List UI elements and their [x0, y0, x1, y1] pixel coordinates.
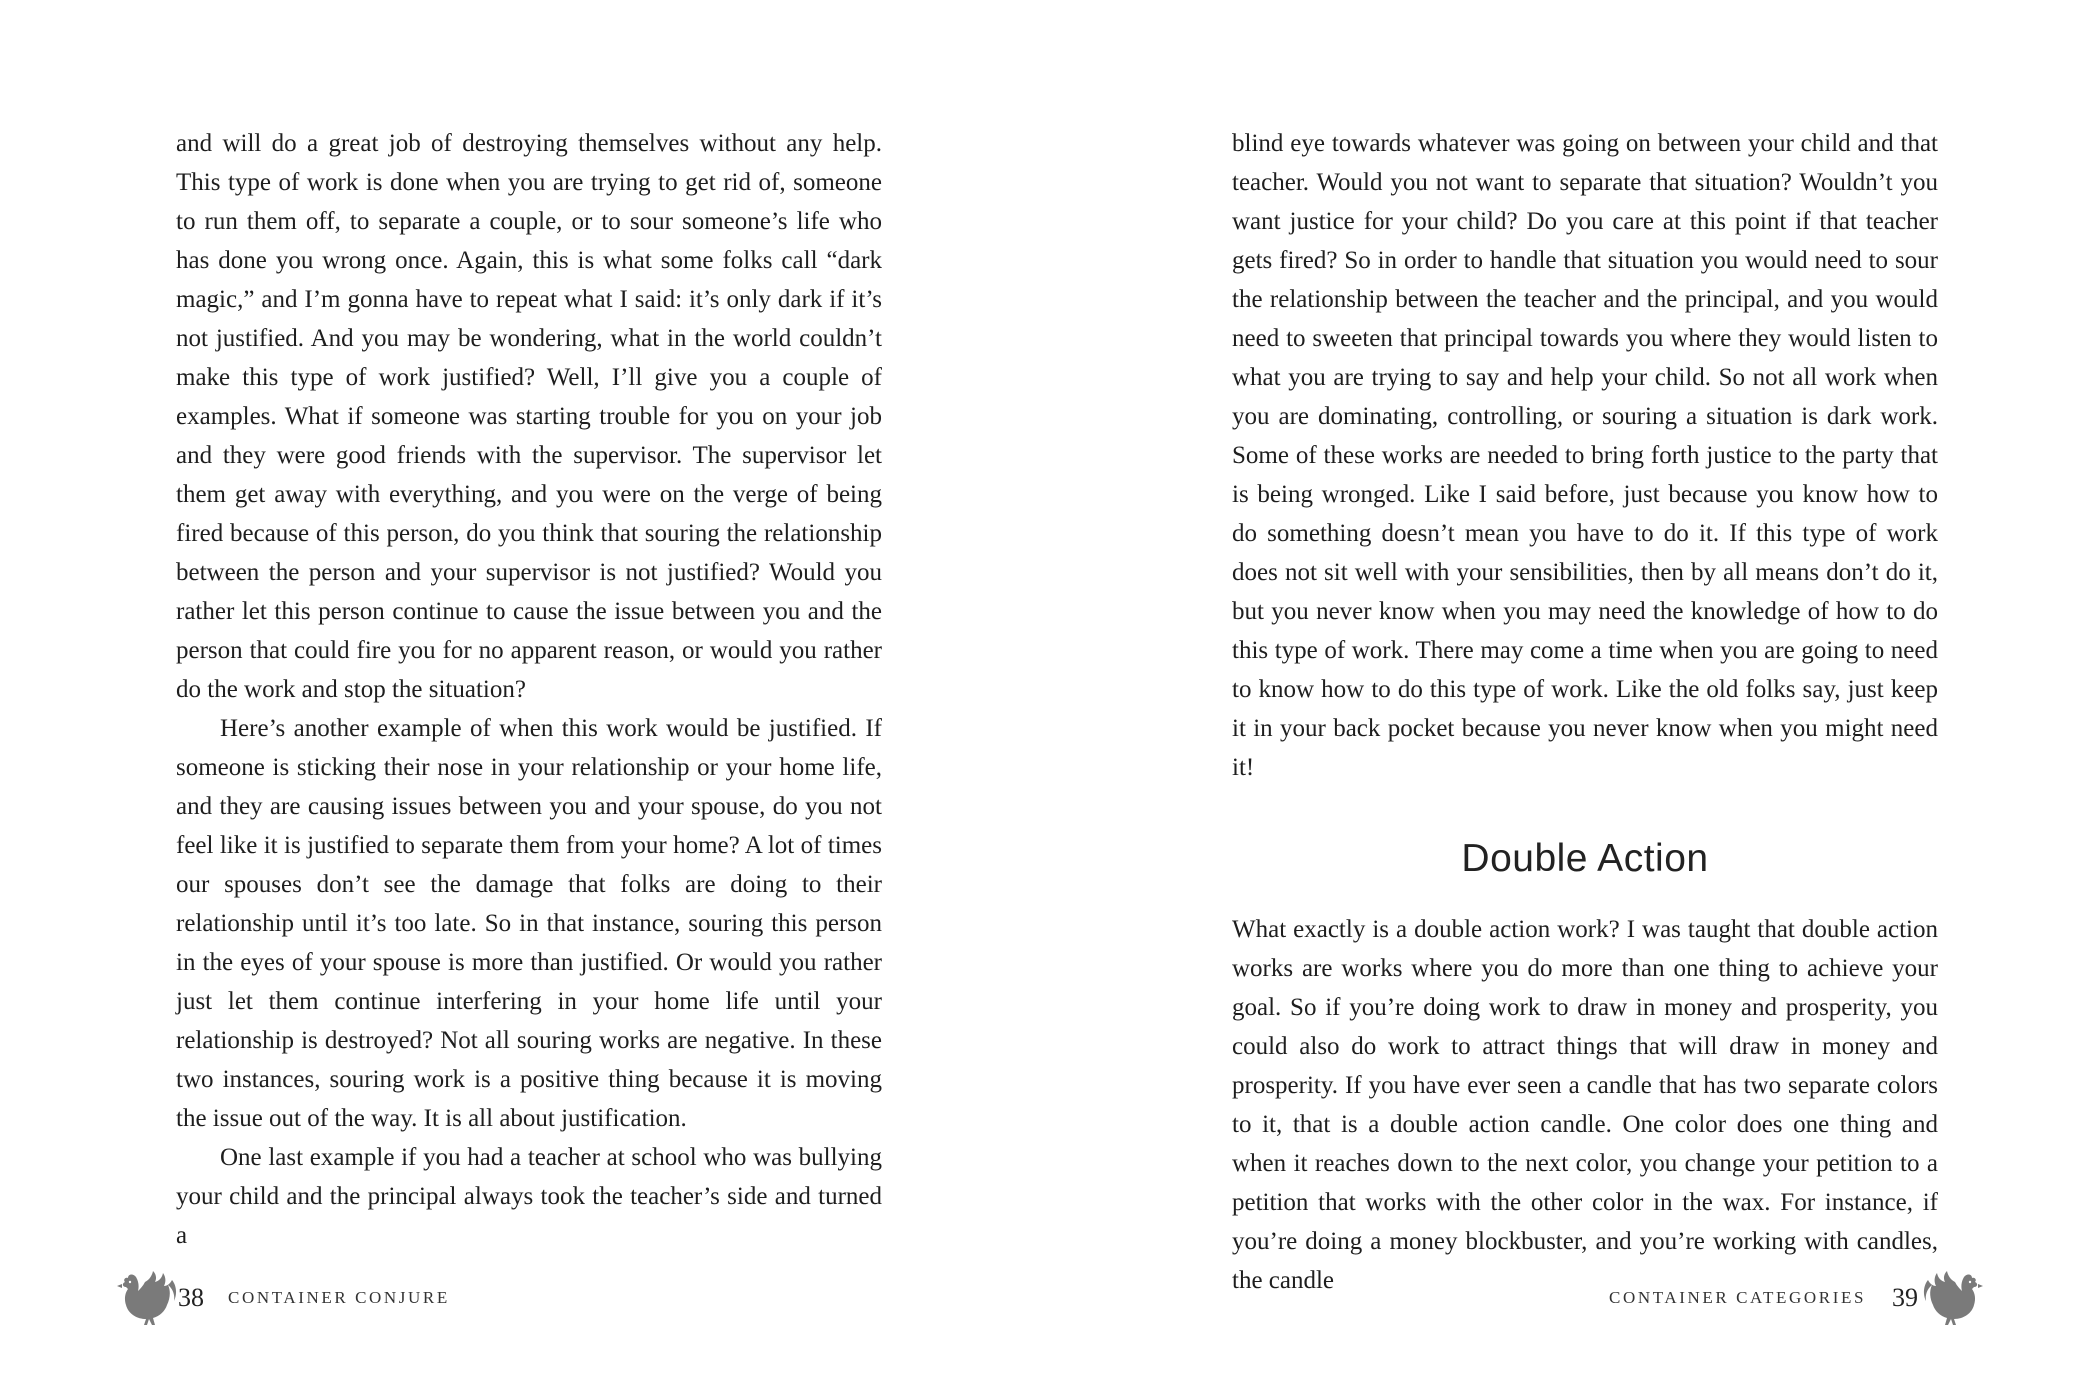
left-page-body — [176, 124, 882, 1255]
page-number: 39 — [1892, 1283, 1918, 1312]
running-head: CONTAINER CATEGORIES — [1609, 1288, 1866, 1307]
right-page-footer — [1609, 1268, 1984, 1328]
left-page-footer — [116, 1268, 450, 1328]
paragraph: and will do a great job of destroying themselves without any help. This type of work is done when you are trying to get rid of, someone to run them off, to separate a couple, or to sour someone’s life who has done you wrong once. Again, this is what some folks call “dark magic,” and I’m gonna have to repeat what I said: it’s only dark if it’s not justified. And you may be wondering, what in the world couldn’t make this type of work justified? Well, I’ll give you a couple of examples. What if someone was starting trouble for you on your job and they were good friends with the supervisor. The supervisor let them get away with everything, and you were on the verge of being fired because of this person, do you think that souring the relationship between the person and your supervisor is not justified? Would you rather let this person continue to cause the issue between you and the person that could fire you for no apparent reason, or would you rather do the work and stop the situation? — [176, 130, 882, 703]
paragraph: Here’s another example of when this work would be justified. If someone is sticking their nose in your relationship or your home life, and they are causing issues between you and your spouse, do you not feel like it is justified to separate them from your home? A lot of times our spouses don’t see the damage that folks are doing to their relationship until it’s too late. So in that instance, souring this person in the eyes of your spouse is more than justified. Or would you rather just let them continue interfering in your home life until your relationship is destroyed? Not all souring works are negative. In these two instances, souring work is a positive thing because it is moving the issue out of the way. It is all about justification. — [176, 715, 882, 1132]
right-page — [1050, 0, 2100, 1400]
section-heading: Double Action — [1461, 837, 1709, 880]
paragraph: What exactly is a double action work? I was taught that double action works are works where you do more than one thing to achieve your goal. So if you’re doing work to draw in money and prosperity, you could also do work to attract things that will draw in money and prosperity. If you have ever seen a candle that has two separate colors to it, that is a double action candle. One color does one thing and when it reaches down to the next color, you change your petition to a petition that works with the other color in the wax. For instance, if you’re doing a money blockbuster, and you’re working with candles, the candle — [1232, 916, 1938, 1294]
paragraph: One last example if you had a teacher at school who was bullying your child and the principal always took the teacher’s side and turned a — [176, 1144, 882, 1249]
rooster-icon — [1922, 1269, 1984, 1327]
right-page-body — [1232, 124, 1938, 1300]
paragraph: blind eye towards whatever was going on between your child and that teacher. Would you not want to separate that situation? Wouldn’t you want justice for your child? Do you care at this point if that teacher gets fired? So in order to handle that situation you would need to sour the relationship between the teacher and the principal, and you would need to sweeten that principal towards you where they would listen to what you are trying to say and help your child. So not all work when you are dominating, controlling, or souring a situation is dark work. Some of these works are needed to bring forth justice to the party that is being wronged. Like I said before, just because you know how to do something doesn’t mean you have to do it. If this type of work does not sit well with your sensibilities, then by all means don’t do it, but you never know when you may need the knowledge of how to do this type of work. There may come a time when you are going to need to know how to do this type of work. Like the old folks say, just keep it in your back pocket because you never know when you might need it! — [1232, 130, 1938, 781]
running-head: CONTAINER CONJURE — [228, 1288, 450, 1307]
rooster-icon — [116, 1269, 178, 1327]
page-number: 38 — [178, 1283, 204, 1312]
